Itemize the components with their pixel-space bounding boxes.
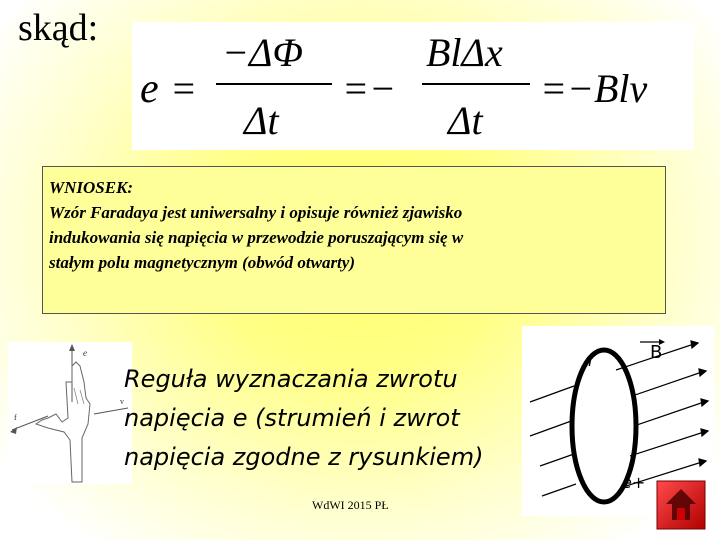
field-label: B [650, 342, 663, 363]
svg-text:f: f [14, 413, 17, 422]
footer-text: WdWI 2015 PŁ [312, 498, 389, 512]
conclusion-box [42, 166, 666, 314]
formula-num1: −ΔΦ [222, 30, 303, 75]
formula-den1: Δt [244, 98, 279, 143]
formula-lhs: e [140, 66, 159, 112]
formula-den2: Δt [448, 98, 483, 143]
rule-line-2: napięcia e (strumień i zwrot [124, 404, 460, 432]
formula-result: =−Blv [540, 66, 648, 111]
home-icon[interactable] [656, 480, 706, 530]
lead-text: skąd: [18, 7, 99, 49]
rule-line-3: napięcia zgodne z rysunkiem) [124, 443, 484, 471]
loop-label: l [588, 351, 593, 370]
formula-num2: BlΔx [426, 30, 503, 75]
hand-label: e [83, 348, 87, 358]
formula [132, 22, 694, 150]
svg-text:v: v [120, 397, 124, 406]
home-button[interactable] [656, 480, 706, 530]
conclusion-line-2: indukowania się napięcia w przewodzie poruszającym się w [49, 228, 464, 247]
conclusion-line-1: Wzór Faradaya jest uniwersalny i opisuje również zjawisko [49, 203, 463, 222]
right-hand-rule-figure [8, 342, 132, 484]
rule-line-1: Reguła wyznaczania zwrotu [124, 365, 458, 393]
conclusion-title: WNIOSEK: [49, 178, 134, 197]
emf-label: e+ [622, 473, 646, 492]
formula-eq: = [170, 66, 197, 111]
formula-minus: =− [342, 66, 396, 111]
conclusion-line-3: stałym polu magnetycznym (obwód otwarty) [49, 253, 355, 272]
rule-text [124, 360, 524, 477]
